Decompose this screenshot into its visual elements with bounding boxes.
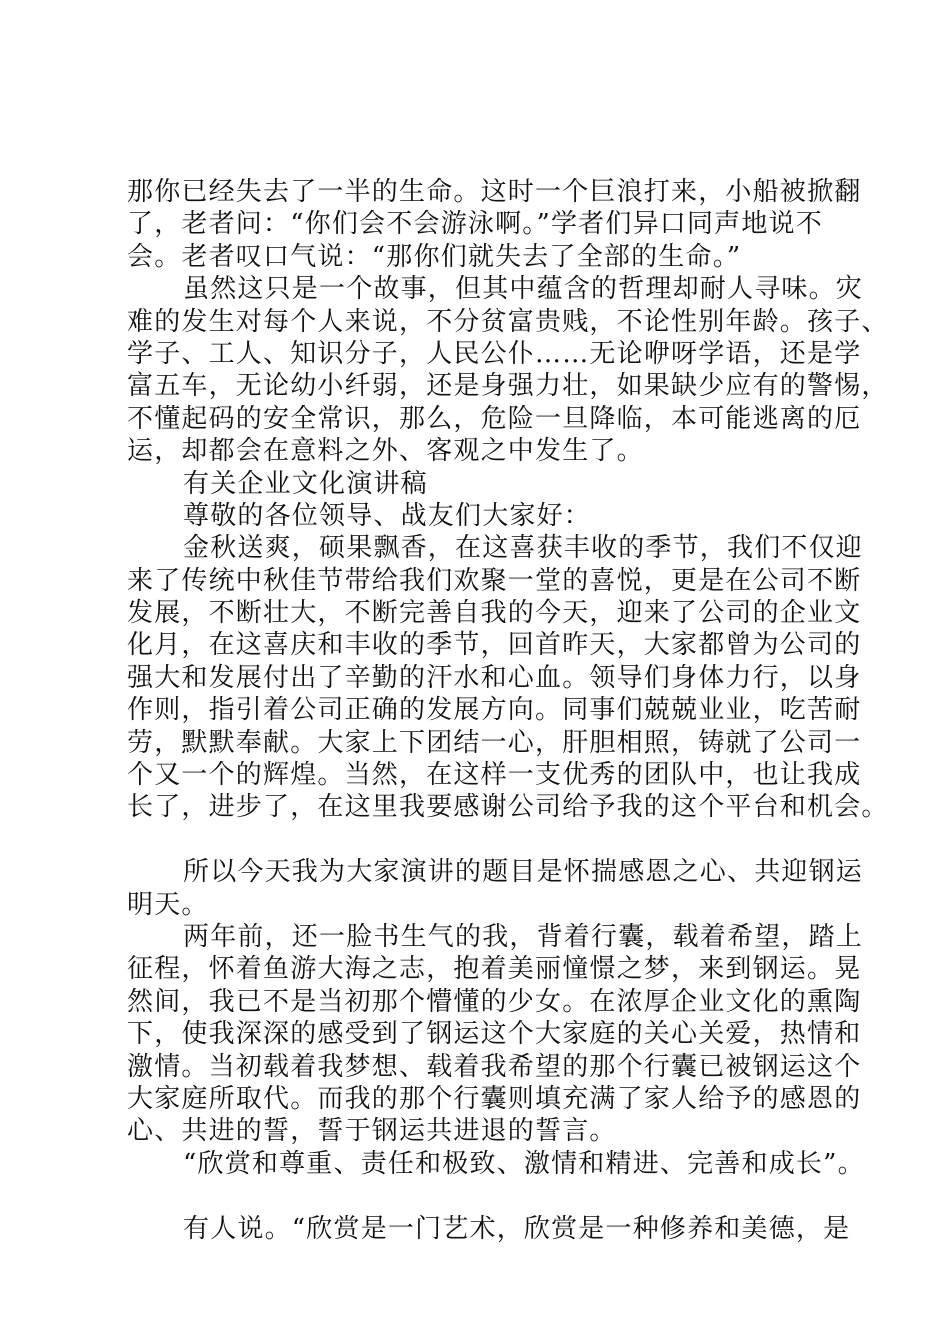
text-line: 下，使我深深的感受到了钢运这个大家庭的关心关爱，热情和: [127, 1019, 862, 1050]
text-line: 发展，不断壮大，不断完善自我的今天，迎来了公司的企业文: [127, 598, 862, 629]
text-line: 化月，在这喜庆和丰收的季节，回首昨天，大家都曾为公司的: [127, 630, 862, 661]
text-line: 心、共进的誓，誓于钢运共进退的誓言。: [127, 1116, 617, 1147]
text-line: 激情。当初载着我梦想、载着我希望的那个行囊已被钢运这个: [127, 1051, 862, 1082]
text-line: 强大和发展付出了辛勤的汗水和心血。领导们身体力行，以身: [127, 662, 862, 693]
paragraph-first-line: 所以今天我为大家演讲的题目是怀揣感恩之心、共迎钢运: [183, 857, 864, 888]
paragraph-first-line: 尊敬的各位领导、战友们大家好：: [183, 500, 592, 531]
text-line: 了，老者问：“你们会不会游泳啊。”学者们异口同声地说不: [127, 209, 823, 240]
blank-line: [127, 824, 847, 856]
document-body: [127, 176, 889, 1245]
text-line: 富五车，无论幼小纤弱，还是身强力壮，如果缺少应有的警惕，: [127, 371, 889, 402]
blank-line: [127, 1180, 847, 1212]
text-line: 然间，我已不是当初那个懵懂的少女。在浓厚企业文化的熏陶: [127, 986, 862, 1017]
text-line: 长了，进步了，在这里我要感谢公司给予我的这个平台和机会。: [127, 792, 889, 823]
text-line: 劳，默默奉献。大家上下团结一心，肝胆相照，铸就了公司一: [127, 727, 862, 758]
text-line: 征程，怀着鱼游大海之志，抱着美丽憧憬之梦，来到钢运。晃: [127, 954, 862, 985]
paragraph-first-line: 金秋送爽，硕果飘香，在这喜获丰收的季节，我们不仅迎: [183, 533, 864, 564]
text-line: 难的发生对每个人来说，不分贫富贵贱，不论性别年龄。孩子、: [127, 306, 889, 337]
paragraph-first-line: 虽然这只是一个故事，但其中蕴含的哲理却耐人寻味。灾: [183, 274, 864, 305]
text-line: 个又一个的辉煌。当然，在这样一支优秀的团队中，也让我成: [127, 760, 862, 791]
paragraph-first-line: “欣赏和尊重、责任和极致、激情和精进、完善和成长”。: [183, 1148, 865, 1179]
text-line: 大家庭所取代。而我的那个行囊则填充满了家人给予的感恩的: [127, 1083, 862, 1114]
text-line: 明天。: [127, 889, 209, 920]
text-line: 作则，指引着公司正确的发展方向。同事们兢兢业业，吃苦耐: [127, 695, 862, 726]
text-line: 运，却都会在意料之外、客观之中发生了。: [127, 436, 644, 467]
paragraph-first-line: 有人说。“欣赏是一门艺术，欣赏是一种修养和美德，是: [183, 1213, 851, 1244]
text-line: 那你已经失去了一半的生命。这时一个巨浪打来，小船被掀翻: [127, 177, 862, 207]
text-line: 学子、工人、知识分子，人民公仆……无论咿呀学语，还是学: [127, 338, 862, 369]
paragraph-first-line: 两年前，还一脸书生气的我，背着行囊，载着希望，踏上: [183, 921, 864, 952]
paragraph-first-line: 有关企业文化演讲稿: [183, 468, 428, 499]
text-line: 不懂起码的安全常识，那么，危险一旦降临，本可能逃离的厄: [127, 403, 862, 434]
text-line: 来了传统中秋佳节带给我们欢聚一堂的喜悦，更是在公司不断: [127, 565, 862, 596]
text-line: 会。老者叹口气说：“那你们就失去了全部的生命。”: [127, 241, 742, 272]
